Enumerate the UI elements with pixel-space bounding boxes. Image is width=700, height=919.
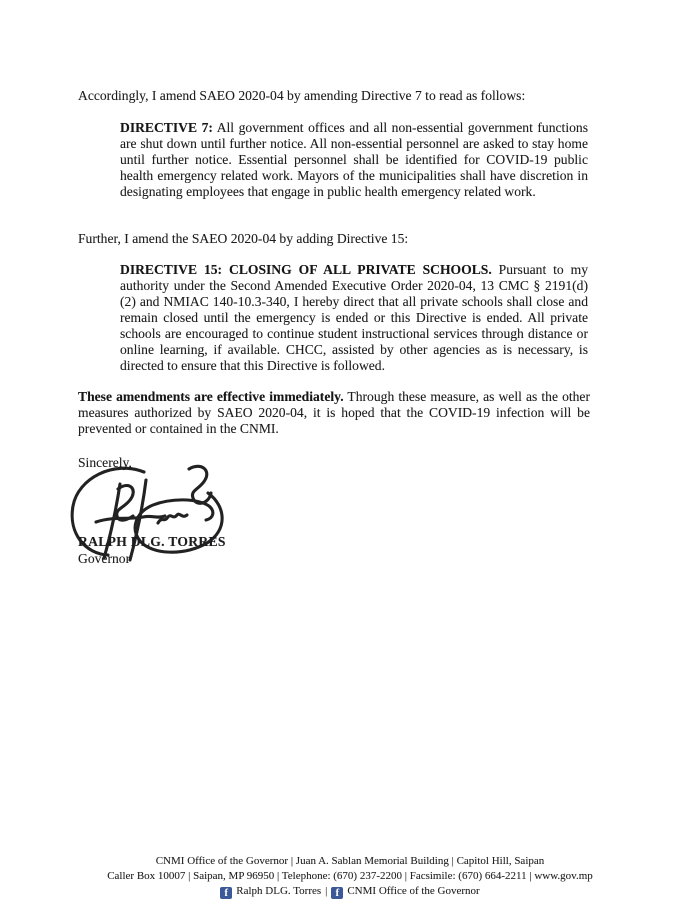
signer-name: RALPH DLG. TORRES <box>78 534 226 549</box>
paragraph-further: Further, I amend the SAEO 2020-04 by adding Directive 15: <box>78 231 409 246</box>
facebook-account-1: Ralph DLG. Torres <box>236 884 322 897</box>
directive-15-label: DIRECTIVE 15: CLOSING OF ALL PRIVATE SCHOOLS. <box>120 262 492 277</box>
directive-15-body: Pursuant to my authority under the Second Amended Executive Order 2020-04, 13 CMC § 2191(d)(2) and NMIAC 140-10.3-340, I hereby direct that all private schools shall close and remain closed until the emergency is ended or this Directive is ended. All private schools are encouraged to continue student instructional services through distance or online learning, if available. CHCC, assisted by other agencies as is necessary, is directed to ensure that this Directive is followed. <box>120 262 589 373</box>
sincerely-text: Sincerely, <box>78 455 132 470</box>
closing-body: Through these measure, as well as the other measures authorized by SAEO 2020-04, it is hoped that the COVID-19 infection will be prevented or contained in the CNMI. <box>78 389 590 436</box>
facebook-account-2: CNMI Office of the Governor <box>347 884 480 897</box>
footer-separator: | <box>325 884 328 897</box>
paragraph-effective-immediately <box>78 389 590 437</box>
footer-line-social <box>0 884 700 899</box>
letterhead-footer <box>0 854 700 899</box>
facebook-icon: f <box>220 887 232 899</box>
directive-7-body: All government offices and all non-essential government functions are shut down until further notice. All non-essential personnel are asked to stay home until further notice. Essential personnel shall be identified for COVID-19 public health emergency related work. Mayors of the municipalities shall have discretion in designating employees that engage in public health emergency related work. <box>120 120 588 199</box>
paragraph-accordingly: Accordingly, I amend SAEO 2020-04 by amending Directive 7 to read as follows: <box>78 88 526 103</box>
footer-line-contact: Caller Box 10007 | Saipan, MP 96950 | Telephone: (670) 237-2200 | Facsimile: (670) 664-2211 | www.gov.mp <box>107 869 593 882</box>
facebook-icon: f <box>331 887 343 899</box>
paragraph-directive-15 <box>120 262 588 374</box>
closing-bold: These amendments are effective immediately. <box>78 389 344 404</box>
signer-title: Governor <box>78 551 131 566</box>
paragraph-directive-7 <box>120 120 588 200</box>
directive-7-label: DIRECTIVE 7: <box>120 120 213 135</box>
footer-line-address: CNMI Office of the Governor | Juan A. Sablan Memorial Building | Capitol Hill, Saipan <box>155 855 545 867</box>
